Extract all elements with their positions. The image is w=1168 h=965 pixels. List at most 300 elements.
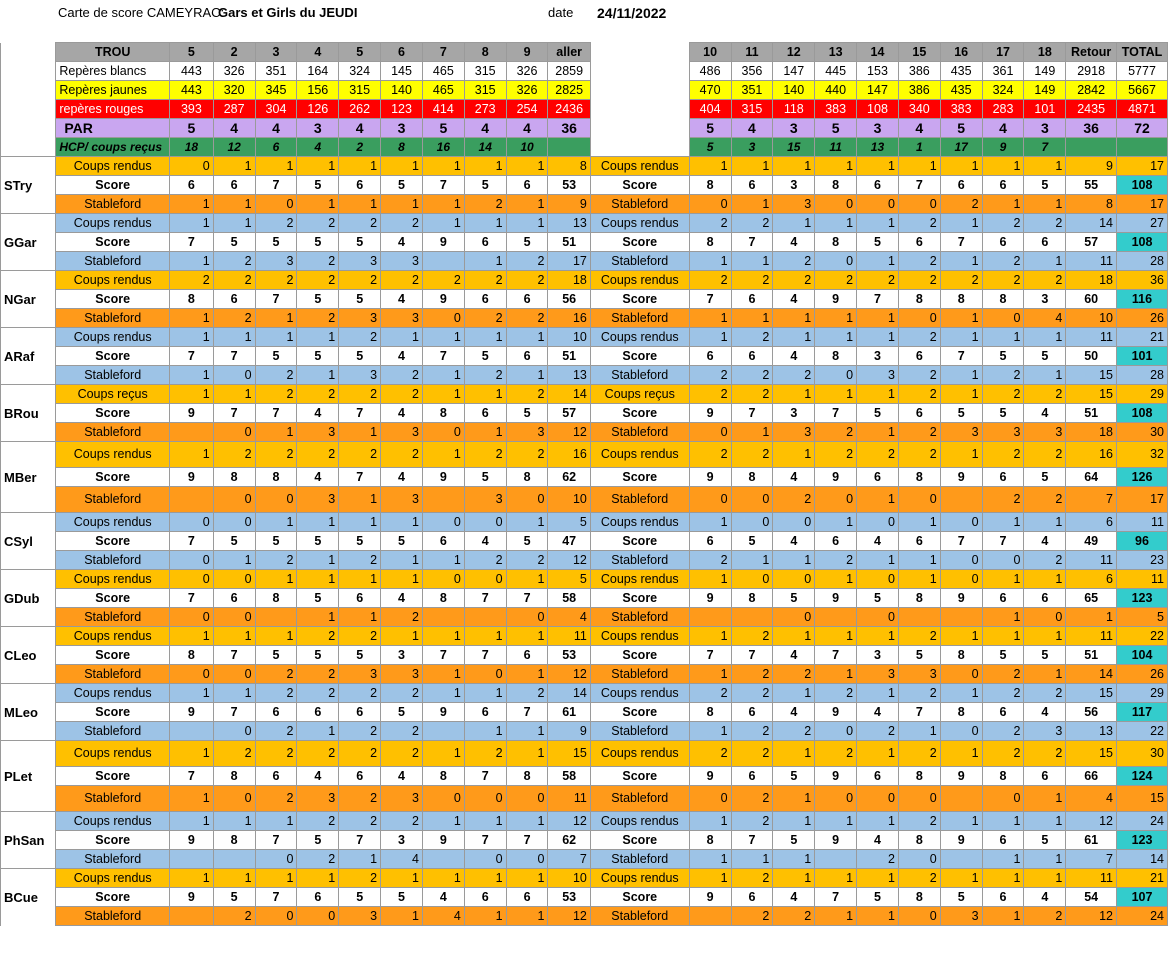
retour-cell: 57	[1066, 233, 1117, 252]
retour-cell: 8	[1066, 195, 1117, 214]
hole-cell: 1	[422, 328, 464, 347]
hole-cell: 1	[255, 423, 297, 442]
hole-cell: 273	[464, 100, 506, 119]
aller-cell: 4	[548, 608, 590, 627]
hole-cell: 361	[982, 62, 1024, 81]
hole-cell: 404	[689, 100, 731, 119]
hole-cell: 11	[815, 138, 857, 157]
hole-cell: 4	[773, 347, 815, 366]
hole-cell: 1	[773, 385, 815, 404]
aller-cell: 51	[548, 233, 590, 252]
player-name	[1, 551, 56, 570]
hole-cell: 2	[940, 271, 982, 290]
player-row-orange	[1, 423, 1168, 442]
total-cell: 117	[1117, 703, 1168, 722]
hole-cell: 0	[170, 665, 214, 684]
hole-cell: 2	[731, 442, 773, 468]
hole-cell: 3	[940, 907, 982, 926]
hole-cell: 8	[940, 290, 982, 309]
hole-cell	[170, 487, 214, 513]
hole-cell: 0	[422, 786, 464, 812]
hole-cell: 8	[731, 468, 773, 487]
course-row-white	[1, 62, 1168, 81]
hole-cell: 6	[213, 176, 255, 195]
row-label: Stableford	[56, 252, 170, 271]
hole-cell: 1	[815, 385, 857, 404]
hole-cell: 5	[255, 646, 297, 665]
header-hole: 16	[940, 43, 982, 62]
hole-cell: 9	[940, 831, 982, 850]
row-label: Score	[56, 831, 170, 850]
hole-cell: 3	[297, 487, 339, 513]
hole-cell: 0	[815, 722, 857, 741]
hole-cell: 2	[464, 442, 506, 468]
hole-cell: 1	[689, 722, 731, 741]
hole-cell: 8	[898, 767, 940, 786]
aller-cell: 47	[548, 532, 590, 551]
hole-cell: 1	[689, 627, 731, 646]
hole-cell: 1	[982, 570, 1024, 589]
hole-cell: 393	[170, 100, 214, 119]
header-hole: 2	[213, 43, 255, 62]
hole-cell: 6	[1024, 589, 1066, 608]
date-value: 24/11/2022	[597, 5, 667, 21]
hole-cell: 2	[731, 869, 773, 888]
hole-cell: 18	[170, 138, 214, 157]
total-cell: 104	[1117, 646, 1168, 665]
hole-cell: 4	[297, 767, 339, 786]
hole-cell: 126	[297, 100, 339, 119]
hole-cell: 5	[506, 233, 548, 252]
retour-cell: 2918	[1066, 62, 1117, 81]
total-cell: 30	[1117, 423, 1168, 442]
hole-cell: 5	[982, 347, 1024, 366]
hole-cell: 5	[381, 888, 423, 907]
hole-cell: 5	[731, 532, 773, 551]
row-label: Stableford	[590, 608, 689, 627]
hole-cell: 2	[731, 722, 773, 741]
hole-cell: 1	[857, 627, 899, 646]
player-name	[1, 328, 56, 347]
hole-cell: 2	[381, 608, 423, 627]
hole-cell: 1	[506, 366, 548, 385]
row-label: Coups rendus	[590, 741, 689, 767]
hole-cell: 1	[506, 328, 548, 347]
hole-cell: 0	[857, 513, 899, 532]
hole-cell: 1	[422, 385, 464, 404]
row-label: Score	[56, 532, 170, 551]
hole-cell: 4	[857, 532, 899, 551]
hole-cell: 2	[898, 627, 940, 646]
hole-cell: 2	[255, 442, 297, 468]
player-row-blue	[1, 513, 1168, 532]
hole-cell: 445	[815, 62, 857, 81]
aller-cell: 10	[548, 487, 590, 513]
hole-cell: 1	[464, 627, 506, 646]
hole-cell: 340	[898, 100, 940, 119]
hole-cell: 6	[857, 176, 899, 195]
row-label: Stableford	[56, 551, 170, 570]
hole-cell: 9	[170, 404, 214, 423]
aller-cell: 16	[548, 442, 590, 468]
row-label: Stableford	[56, 487, 170, 513]
hole-cell: 465	[422, 81, 464, 100]
hole-cell: 1	[506, 157, 548, 176]
hole-cell: 1	[1024, 627, 1066, 646]
player-row-score	[1, 767, 1168, 786]
row-blank	[1, 119, 56, 138]
hole-cell: 1	[731, 309, 773, 328]
hole-cell: 101	[1024, 100, 1066, 119]
hole-cell: 0	[213, 366, 255, 385]
hole-cell: 8	[422, 589, 464, 608]
hole-cell: 1	[815, 513, 857, 532]
hole-cell: 2	[297, 214, 339, 233]
retour-cell: 51	[1066, 404, 1117, 423]
hole-cell: 2	[731, 684, 773, 703]
hole-cell: 6	[255, 767, 297, 786]
hole-cell: 4	[381, 468, 423, 487]
hole-cell: 1	[255, 627, 297, 646]
row-label: Coups rendus	[56, 570, 170, 589]
hole-cell: 2	[464, 271, 506, 290]
hole-cell: 0	[213, 570, 255, 589]
hole-cell: 0	[940, 665, 982, 684]
row-label: Stableford	[590, 366, 689, 385]
hole-cell: 6	[689, 532, 731, 551]
hole-cell: 7	[339, 404, 381, 423]
hole-cell: 2	[731, 665, 773, 684]
hole-cell: 5	[170, 119, 214, 138]
header-hole: 6	[381, 43, 423, 62]
hole-cell: 3	[339, 309, 381, 328]
hole-cell: 7	[940, 532, 982, 551]
aller-cell: 12	[548, 423, 590, 442]
total-cell: 23	[1117, 551, 1168, 570]
hole-cell: 2	[898, 423, 940, 442]
gap-cell	[590, 119, 689, 138]
hole-cell: 2	[1024, 684, 1066, 703]
hole-cell: 2	[982, 665, 1024, 684]
hole-cell: 2	[857, 850, 899, 869]
hole-cell: 1	[170, 195, 214, 214]
hole-cell: 1	[170, 741, 214, 767]
hole-cell: 5	[857, 233, 899, 252]
hole-cell: 7	[213, 703, 255, 722]
hole-cell: 2	[898, 214, 940, 233]
hole-cell	[464, 608, 506, 627]
hole-cell: 1	[940, 869, 982, 888]
hole-cell: 2	[689, 741, 731, 767]
hole-cell: 1	[213, 812, 255, 831]
row-label: Coups rendus	[590, 328, 689, 347]
hole-cell: 2	[898, 366, 940, 385]
hole-cell: 3	[898, 665, 940, 684]
hole-cell: 6	[506, 888, 548, 907]
hole-cell: 2	[339, 214, 381, 233]
hole-cell: 1	[422, 366, 464, 385]
aller-cell: 15	[548, 741, 590, 767]
hole-cell: 3	[297, 423, 339, 442]
hole-cell: 0	[255, 195, 297, 214]
gap-cell	[590, 138, 689, 157]
row-label: Score	[590, 646, 689, 665]
hole-cell: 1	[422, 869, 464, 888]
hole-cell: 1	[170, 786, 214, 812]
player-name: STry	[1, 176, 56, 195]
hole-cell: 3	[1024, 119, 1066, 138]
hole-cell: 1	[297, 722, 339, 741]
retour-cell: 11	[1066, 328, 1117, 347]
hole-cell: 2	[689, 551, 731, 570]
total-cell: 108	[1117, 233, 1168, 252]
hole-cell: 7	[170, 233, 214, 252]
retour-cell: 6	[1066, 570, 1117, 589]
hole-cell: 7	[898, 703, 940, 722]
aller-cell: 36	[548, 119, 590, 138]
hole-cell: 1	[255, 570, 297, 589]
hole-cell: 1	[815, 214, 857, 233]
hole-cell: 2	[339, 271, 381, 290]
hole-cell: 2	[898, 328, 940, 347]
hole-cell: 2	[1024, 271, 1066, 290]
hole-cell: 140	[773, 81, 815, 100]
hole-cell: 17	[940, 138, 982, 157]
hole-cell: 6	[506, 646, 548, 665]
aller-cell: 53	[548, 646, 590, 665]
hole-cell: 3	[381, 252, 423, 271]
hole-cell: 1	[422, 442, 464, 468]
hole-cell: 1	[731, 551, 773, 570]
total-cell: 24	[1117, 812, 1168, 831]
hole-cell: 6	[213, 589, 255, 608]
aller-cell: 11	[548, 627, 590, 646]
hole-cell: 2	[773, 271, 815, 290]
hole-cell: 5	[255, 233, 297, 252]
hole-cell: 6	[898, 233, 940, 252]
retour-cell: 16	[1066, 442, 1117, 468]
hole-cell: 2	[464, 309, 506, 328]
hole-cell: 7	[422, 347, 464, 366]
player-row-orange	[1, 665, 1168, 684]
hole-cell: 2	[213, 271, 255, 290]
hole-cell: 4	[381, 290, 423, 309]
hole-cell: 2	[773, 366, 815, 385]
hole-cell: 7	[170, 347, 214, 366]
hole-cell: 7	[213, 347, 255, 366]
hole-cell: 5	[339, 646, 381, 665]
hole-cell: 2	[1024, 487, 1066, 513]
player-row-yellow	[1, 627, 1168, 646]
row-label: Stableford	[590, 252, 689, 271]
hole-cell: 12	[213, 138, 255, 157]
row-label: Stableford	[590, 423, 689, 442]
hole-cell: 0	[815, 366, 857, 385]
player-name	[1, 741, 56, 767]
score-table	[0, 42, 1168, 926]
hole-cell: 1	[506, 869, 548, 888]
hole-cell: 1	[381, 907, 423, 926]
row-label: Score	[590, 176, 689, 195]
hole-cell: 1	[506, 513, 548, 532]
hole-cell: 6	[898, 404, 940, 423]
row-label: Score	[590, 290, 689, 309]
header-hole: 14	[857, 43, 899, 62]
hole-cell: 0	[170, 513, 214, 532]
hole-cell: 1	[381, 157, 423, 176]
hole-cell: 0	[940, 722, 982, 741]
hole-cell: 2	[815, 271, 857, 290]
hole-cell: 2	[213, 907, 255, 926]
hole-cell: 1	[898, 138, 940, 157]
hole-cell: 1	[689, 869, 731, 888]
hole-cell	[422, 850, 464, 869]
hole-cell: 5	[297, 233, 339, 252]
hole-cell: 1	[464, 907, 506, 926]
player-row-blue	[1, 214, 1168, 233]
hole-cell: 0	[213, 513, 255, 532]
hole-cell: 1	[213, 684, 255, 703]
hole-cell: 2	[982, 366, 1024, 385]
hole-cell: 1	[1024, 665, 1066, 684]
hole-cell: 2	[339, 741, 381, 767]
row-label: Score	[590, 532, 689, 551]
hole-cell	[255, 608, 297, 627]
player-row-score	[1, 347, 1168, 366]
hole-cell: 2	[689, 385, 731, 404]
hole-cell: 2	[506, 385, 548, 404]
hole-cell: 1	[422, 627, 464, 646]
hole-cell: 2	[506, 271, 548, 290]
hole-cell: 1	[381, 513, 423, 532]
hole-cell: 3	[857, 366, 899, 385]
player-name: MLeo	[1, 703, 56, 722]
row-label: HCP/ coups reçus	[56, 138, 170, 157]
hole-cell: 7	[213, 646, 255, 665]
hole-cell: 486	[689, 62, 731, 81]
aller-cell: 14	[548, 385, 590, 404]
hole-cell: 2	[339, 786, 381, 812]
hole-cell	[170, 850, 214, 869]
hole-cell: 0	[213, 423, 255, 442]
hole-cell: 5	[381, 176, 423, 195]
hole-cell: 8	[381, 138, 423, 157]
row-label: Coups rendus	[56, 869, 170, 888]
player-row-score	[1, 468, 1168, 487]
par-row	[1, 119, 1168, 138]
hole-cell: 5	[898, 646, 940, 665]
hole-cell: 7	[815, 646, 857, 665]
hole-cell: 2	[381, 442, 423, 468]
hole-cell: 0	[689, 423, 731, 442]
row-label: Score	[56, 767, 170, 786]
hole-cell: 4	[422, 907, 464, 926]
hole-cell: 1	[464, 684, 506, 703]
hole-cell: 1	[170, 869, 214, 888]
hole-cell: 2	[213, 442, 255, 468]
retour-cell: 11	[1066, 627, 1117, 646]
header-total: TOTAL	[1117, 43, 1168, 62]
player-name	[1, 442, 56, 468]
retour-cell: 15	[1066, 366, 1117, 385]
hole-cell: 2	[898, 385, 940, 404]
player-name	[1, 271, 56, 290]
hole-cell: 0	[731, 487, 773, 513]
player-row-blue	[1, 551, 1168, 570]
hole-cell: 1	[857, 423, 899, 442]
hole-cell: 1	[170, 252, 214, 271]
player-row-blue	[1, 812, 1168, 831]
hole-cell: 3	[1024, 423, 1066, 442]
hole-cell: 2	[689, 366, 731, 385]
player-name	[1, 487, 56, 513]
hole-cell: 0	[464, 850, 506, 869]
hole-cell: 2	[464, 366, 506, 385]
hole-cell: 2	[815, 741, 857, 767]
hole-cell: 1	[464, 328, 506, 347]
hole-cell: 2	[255, 366, 297, 385]
total-cell: 36	[1117, 271, 1168, 290]
hole-cell: 5	[339, 347, 381, 366]
hole-cell: 1	[255, 309, 297, 328]
hole-cell: 5	[506, 532, 548, 551]
hole-cell: 0	[506, 487, 548, 513]
hole-cell: 3	[731, 138, 773, 157]
hole-cell: 1	[213, 157, 255, 176]
hole-cell: 0	[422, 513, 464, 532]
hole-cell: 2	[297, 271, 339, 290]
row-label: Stableford	[56, 608, 170, 627]
hole-cell: 4	[773, 233, 815, 252]
hole-cell: 0	[689, 786, 731, 812]
hole-cell: 5	[689, 138, 731, 157]
hole-cell: 0	[213, 722, 255, 741]
hole-cell: 1	[982, 328, 1024, 347]
hole-cell: 443	[170, 81, 214, 100]
hole-cell: 8	[898, 888, 940, 907]
retour-cell: 51	[1066, 646, 1117, 665]
hole-cell: 5	[422, 119, 464, 138]
hole-cell	[815, 850, 857, 869]
player-row-score	[1, 233, 1168, 252]
row-label: Repères jaunes	[56, 81, 170, 100]
hole-cell: 1	[773, 684, 815, 703]
row-label: Score	[590, 703, 689, 722]
hole-cell: 2	[773, 665, 815, 684]
hole-cell: 5	[857, 589, 899, 608]
hole-cell: 1	[1024, 157, 1066, 176]
total-cell: 30	[1117, 741, 1168, 767]
player-row-blue	[1, 328, 1168, 347]
hole-cell: 2	[213, 309, 255, 328]
hole-cell: 4	[731, 119, 773, 138]
hole-cell: 5	[815, 119, 857, 138]
player-name	[1, 627, 56, 646]
hole-cell: 8	[255, 589, 297, 608]
hole-cell: 1	[731, 850, 773, 869]
hole-cell: 7	[506, 831, 548, 850]
hole-cell: 6	[170, 176, 214, 195]
hole-cell: 1	[464, 812, 506, 831]
hole-cell: 0	[857, 570, 899, 589]
hole-cell: 2	[731, 328, 773, 347]
hole-cell: 1	[815, 627, 857, 646]
player-row-yellow	[1, 157, 1168, 176]
course-row-yellow	[1, 81, 1168, 100]
row-label: Coups rendus	[590, 869, 689, 888]
hole-cell: 1	[773, 157, 815, 176]
player-row-score	[1, 290, 1168, 309]
